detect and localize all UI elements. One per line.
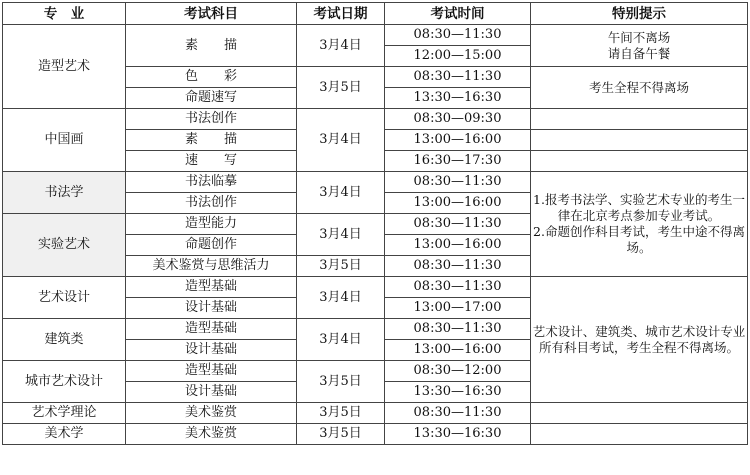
major-cell: 艺术学理论 — [3, 403, 126, 424]
table-row — [3, 424, 748, 445]
time-cell: 13:30—16:30 — [385, 88, 531, 109]
time-cell: 08:30—11:30 — [385, 319, 531, 340]
subject-cell: 书法创作 — [126, 109, 297, 130]
subject-cell: 速 写 — [126, 151, 297, 172]
time-cell: 08:30—11:30 — [385, 25, 531, 46]
major-cell: 造型艺术 — [3, 25, 126, 109]
time-cell: 12:00—15:00 — [385, 46, 531, 67]
note-cell: 午间不离场 请自备午餐 — [531, 25, 748, 67]
header-row — [3, 3, 748, 25]
header-subject: 考试科目 — [126, 3, 297, 25]
subject-cell: 书法临摹 — [126, 172, 297, 193]
subject-cell: 书法创作 — [126, 193, 297, 214]
subject-cell: 素 描 — [126, 25, 297, 67]
date-cell: 3月4日 — [297, 109, 385, 172]
time-cell: 08:30—11:30 — [385, 403, 531, 424]
time-cell: 13:00—16:00 — [385, 130, 531, 151]
header-time: 考试时间 — [385, 3, 531, 25]
table-row — [3, 109, 748, 130]
date-cell: 3月5日 — [297, 403, 385, 424]
time-cell: 16:30—17:30 — [385, 151, 531, 172]
header-major: 专 业 — [3, 3, 126, 25]
note-cell: 考生全程不得离场 — [531, 67, 748, 109]
subject-cell: 造型基础 — [126, 361, 297, 382]
table-row — [3, 172, 748, 193]
time-cell: 13:30—16:30 — [385, 424, 531, 445]
note-cell-empty — [531, 403, 748, 424]
subject-cell: 造型基础 — [126, 277, 297, 298]
subject-cell: 设计基础 — [126, 298, 297, 319]
time-cell: 13:00—16:00 — [385, 340, 531, 361]
subject-cell: 设计基础 — [126, 340, 297, 361]
date-cell: 3月5日 — [297, 256, 385, 277]
time-cell: 13:00—16:00 — [385, 193, 531, 214]
table-row — [3, 403, 748, 424]
major-cell: 中国画 — [3, 109, 126, 172]
time-cell: 08:30—11:30 — [385, 214, 531, 235]
exam-schedule-table — [2, 2, 748, 445]
date-cell: 3月5日 — [297, 67, 385, 109]
date-cell: 3月4日 — [297, 214, 385, 256]
note-cell-empty — [531, 130, 748, 151]
subject-cell: 美术鉴赏与思维活力 — [126, 256, 297, 277]
date-cell: 3月4日 — [297, 277, 385, 319]
subject-cell: 造型基础 — [126, 319, 297, 340]
major-cell: 建筑类 — [3, 319, 126, 361]
subject-cell: 素 描 — [126, 130, 297, 151]
note-cell-empty — [531, 424, 748, 445]
note-cell: 艺术设计、建筑类、城市艺术设计专业所有科目考试，考生全程不得离场。 — [531, 277, 748, 403]
major-cell: 实验艺术 — [3, 214, 126, 277]
major-cell: 艺术设计 — [3, 277, 126, 319]
note-cell: 1.报考书法学、实验艺术专业的考生一律在北京考点参加专业考试。 2.命题创作科目考试，考生中途不得离场。 — [531, 172, 748, 277]
table-row — [3, 277, 748, 298]
subject-cell: 美术鉴赏 — [126, 424, 297, 445]
header-date: 考试日期 — [297, 3, 385, 25]
major-cell: 美术学 — [3, 424, 126, 445]
table-row — [3, 25, 748, 46]
date-cell: 3月5日 — [297, 424, 385, 445]
note-cell-empty — [531, 151, 748, 172]
date-cell: 3月4日 — [297, 319, 385, 361]
major-cell: 城市艺术设计 — [3, 361, 126, 403]
subject-cell: 设计基础 — [126, 382, 297, 403]
time-cell: 08:30—11:30 — [385, 277, 531, 298]
subject-cell: 色 彩 — [126, 67, 297, 88]
header-note: 特别提示 — [531, 3, 748, 25]
subject-cell: 造型能力 — [126, 214, 297, 235]
time-cell: 08:30—11:30 — [385, 67, 531, 88]
time-cell: 08:30—11:30 — [385, 256, 531, 277]
time-cell: 08:30—12:00 — [385, 361, 531, 382]
subject-cell: 命题创作 — [126, 235, 297, 256]
time-cell: 08:30—11:30 — [385, 172, 531, 193]
time-cell: 13:30—16:30 — [385, 382, 531, 403]
major-cell: 书法学 — [3, 172, 126, 214]
subject-cell: 美术鉴赏 — [126, 403, 297, 424]
date-cell: 3月4日 — [297, 172, 385, 214]
date-cell: 3月4日 — [297, 25, 385, 67]
time-cell: 13:00—16:00 — [385, 235, 531, 256]
note-cell-empty — [531, 109, 748, 130]
time-cell: 13:00—17:00 — [385, 298, 531, 319]
subject-cell: 命题速写 — [126, 88, 297, 109]
time-cell: 08:30—09:30 — [385, 109, 531, 130]
date-cell: 3月5日 — [297, 361, 385, 403]
